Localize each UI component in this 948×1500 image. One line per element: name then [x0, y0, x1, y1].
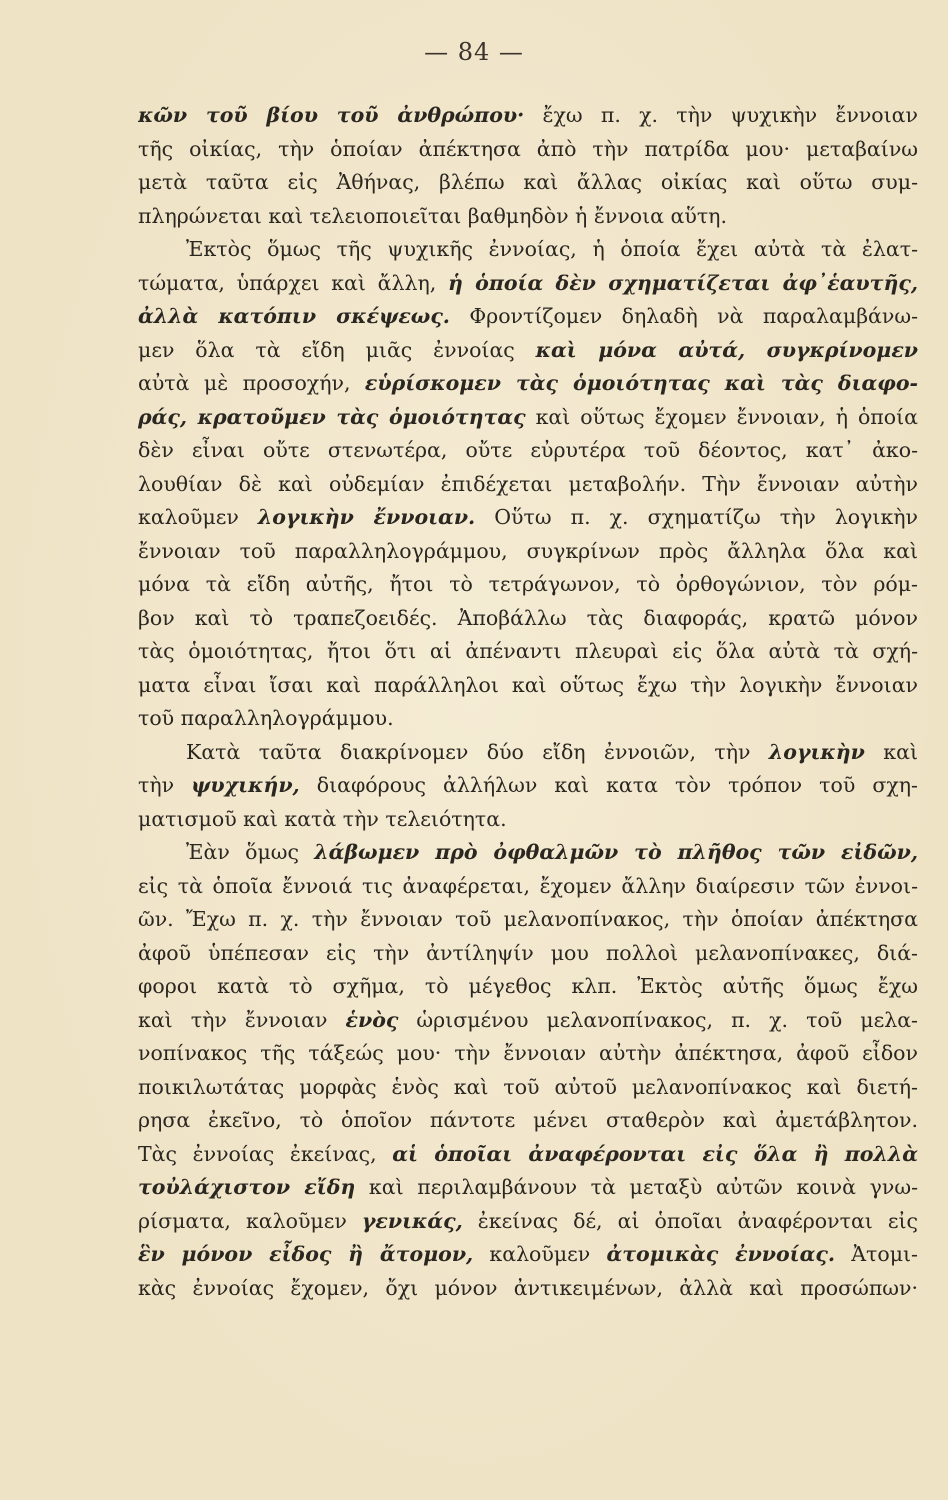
- text-line: ἀλλὰ κατόπιν σκέψεως. Φροντίζομεν δηλαδὴ νὰ παραλαμβάνω-: [138, 304, 918, 328]
- text-line: τοῦ παραλληλογράμμου.: [138, 706, 394, 730]
- text-line: λουθίαν δὲ καὶ οὐδεμίαν ἐπιδέχεται μεταβολήν. Τὴν ἔννοιαν αὐτὴν: [138, 471, 918, 496]
- text-line: ρίσματα, καλοῦμεν γενικάς, ἐκείνας δέ, αἱ ὁποῖαι ἀναφέρονται εἰς: [138, 1208, 918, 1233]
- text-line: τώματα, ὑπάρχει καὶ ἄλλη, ἡ ὁποία δὲν σχηματίζεται ἀφ᾽ἑαυτῆς,: [138, 270, 918, 295]
- text-line: Ἐὰν ὅμως λάβωμεν πρὸ ὀφθαλμῶν τὸ πλῆθος τῶν εἰδῶν,: [186, 840, 918, 864]
- text-line: ράς, κρατοῦμεν τὰς ὁμοιότητας καὶ οὕτως ἔχομεν ἔννοιαν, ἡ ὁποία: [138, 404, 918, 429]
- text-line: πληρώνεται καὶ τελειοποιεῖται βαθμηδὸν ἡ ἔννοια αὕτη.: [138, 203, 727, 228]
- text-line: τὰς ὁμοιότητας, ἤτοι ὅτι αἱ ἀπέναντι πλευραὶ εἰς ὅλα αὐτὰ τὰ σχή-: [138, 639, 918, 663]
- body-text: [138, 99, 918, 1305]
- text-line: εἰς τὰ ὁποῖα ἔννοιά τις ἀναφέρεται, ἔχομεν ἄλλην διαίρεσιν τῶν ἐννοι-: [138, 873, 918, 898]
- text-line: καλοῦμεν λογικὴν ἔννοιαν. Οὕτω π. χ. σχηματίζω τὴν λογικὴν: [138, 505, 918, 529]
- text-line: Τὰς ἐννοίας ἐκείνας, αἱ ὁποῖαι ἀναφέρονται εἰς ὅλα ἢ πολλὰ: [138, 1141, 918, 1166]
- text-line: βον καὶ τὸ τραπεζοειδές. Ἀποβάλλω τὰς διαφοράς, κρατῶ μόνον: [138, 605, 918, 630]
- text-line: Κατὰ ταῦτα διακρίνομεν δύο εἴδη ἐννοιῶν, τὴν λογικὴν καὶ: [186, 739, 918, 764]
- text-line: δὲν εἶναι οὔτε στενωτέρα, οὔτε εὐρυτέρα τοῦ δέοντος, κατ᾽ ἀκο-: [138, 438, 918, 462]
- text-line: αὐτὰ μὲ προσοχήν, εὑρίσκομεν τὰς ὁμοιότητας καὶ τὰς διαφο-: [138, 371, 918, 395]
- text-line: μεν ὅλα τὰ εἴδη μιᾶς ἐννοίας καὶ μόνα αὐτά, συγκρίνομεν: [138, 337, 918, 362]
- text-line: τοὐλάχιστον εἴδη καὶ περιλαμβάνουν τὰ μεταξὺ αὐτῶν κοινὰ γνω-: [138, 1175, 918, 1199]
- text-line: ματισμοῦ καὶ κατὰ τὴν τελειότητα.: [138, 806, 507, 831]
- text-line: ἀφοῦ ὑπέπεσαν εἰς τὴν ἀντίληψίν μου πολλοὶ μελανοπίνακες, διά-: [138, 940, 918, 965]
- text-line: μετὰ ταῦτα εἰς Ἀθήνας, βλέπω καὶ ἄλλας οἰκίας καὶ οὕτω συμ-: [138, 170, 918, 194]
- text-line: καὶ τὴν ἔννοιαν ἑνὸς ὡρισμένου μελανοπίνακος, π. χ. τοῦ μελα-: [138, 1007, 918, 1032]
- text-line: ῶν. Ἔχω π. χ. τὴν ἔννοιαν τοῦ μελανοπίνακος, τὴν ὁποίαν ἀπέκτησα: [138, 907, 918, 931]
- page-number: — 84 —: [424, 38, 524, 66]
- text-line: κῶν τοῦ βίου τοῦ ἀνθρώπου· ἔχω π. χ. τὴν ψυχικὴν ἔννοιαν: [138, 103, 918, 127]
- text-line: τῆς οἰκίας, τὴν ὁποίαν ἀπέκτησα ἀπὸ τὴν πατρίδα μου· μεταβαίνω: [138, 136, 918, 161]
- text-line: τὴν ψυχικήν, διαφόρους ἀλλήλων καὶ κατα τὸν τρόπον τοῦ σχη-: [138, 773, 918, 797]
- text-line: ἓν μόνον εἶδος ἢ ἄτομον, καλοῦμεν ἀτομικὰς ἐννοίας. Ἀτομι-: [138, 1242, 918, 1266]
- text-line: μόνα τὰ εἴδη αὐτῆς, ἤτοι τὸ τετράγωνον, τὸ ὀρθογώνιον, τὸν ρόμ-: [138, 572, 918, 596]
- text-line: φοροι κατὰ τὸ σχῆμα, τὸ μέγεθος κλπ. Ἐκτὸς αὐτῆς ὅμως ἔχω: [138, 974, 918, 998]
- text-line: ἔννοιαν τοῦ παραλληλογράμμου, συγκρίνων πρὸς ἄλληλα ὅλα καὶ: [138, 538, 918, 563]
- text-line: ρησα ἐκεῖνο, τὸ ὁποῖον πάντοτε μένει σταθερὸν καὶ ἀμετάβλητον.: [138, 1108, 918, 1132]
- text-line: ματα εἶναι ἴσαι καὶ παράλληλοι καὶ οὕτως ἔχω τὴν λογικὴν ἔννοιαν: [138, 672, 918, 697]
- text-line: Ἐκτὸς ὅμως τῆς ψυχικῆς ἐννοίας, ἡ ὁποία ἔχει αὐτὰ τὰ ἐλατ-: [186, 237, 918, 261]
- text-line: κὰς ἐννοίας ἔχομεν, ὄχι μόνον ἀντικειμένων, ἀλλὰ καὶ προσώπων·: [138, 1275, 918, 1300]
- text-line: ποικιλωτάτας μορφὰς ἑνὸς καὶ τοῦ αὐτοῦ μελανοπίνακος καὶ διετή-: [138, 1074, 918, 1099]
- text-line: νοπίνακος τῆς τάξεώς μου· τὴν ἔννοιαν αὐτὴν ἀπέκτησα, ἀφοῦ εἶδον: [138, 1041, 918, 1065]
